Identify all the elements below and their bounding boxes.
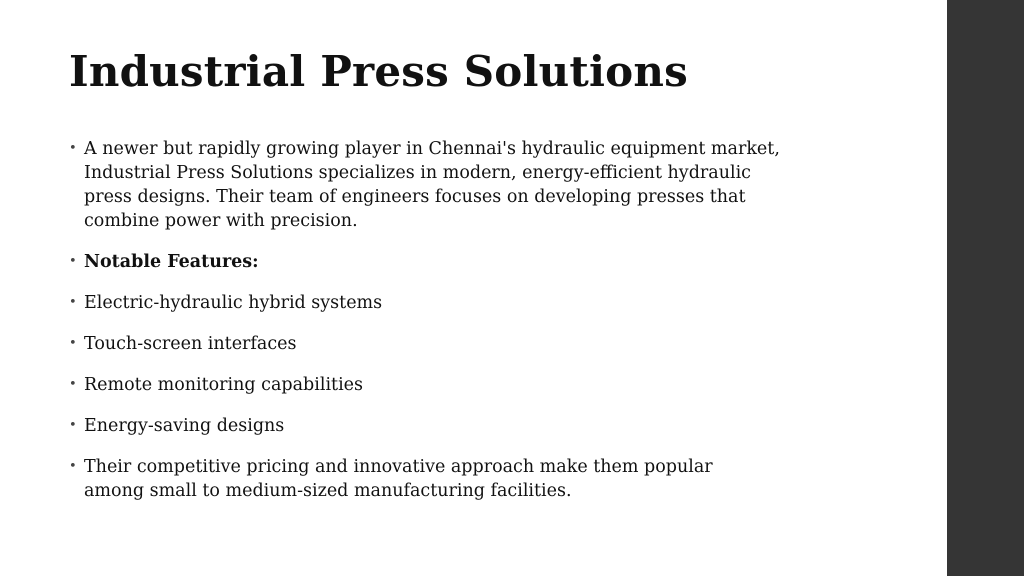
- bullet-text: Electric-hydraulic hybrid systems: [84, 293, 383, 313]
- bullet-item-pricing: [69, 455, 744, 503]
- bullet-item-remote-monitoring: [69, 373, 789, 397]
- bullet-text: Energy-saving designs: [84, 416, 285, 436]
- bullet-text-bold: Notable Features:: [84, 252, 259, 272]
- bullet-dot-icon: •: [69, 459, 77, 474]
- bullet-dot-icon: •: [69, 418, 77, 433]
- bullet-item-hybrid-systems: [69, 291, 789, 315]
- bullet-dot-icon: •: [69, 254, 77, 269]
- bullet-list: [69, 137, 789, 520]
- bullet-text: Their competitive pricing and innovative approach make them popular among small to medium-sized manufacturing facilities.: [84, 457, 713, 501]
- bullet-dot-icon: •: [69, 336, 77, 351]
- bullet-text: Remote monitoring capabilities: [84, 375, 364, 395]
- bullet-text: Touch-screen interfaces: [84, 334, 297, 354]
- bullet-item-energy-saving: [69, 414, 789, 438]
- bullet-dot-icon: •: [69, 295, 77, 310]
- bullet-item-notable-features: [69, 250, 789, 274]
- slide-title: Industrial Press Solutions: [69, 47, 688, 96]
- bullet-text: A newer but rapidly growing player in Chennai's hydraulic equipment market, Industrial Press Solutions specializes in modern, energy-efficient hydraulic press designs. Their team of engineers focuses on developing presses that combine power with precision.: [84, 139, 780, 231]
- bullet-item-intro: [69, 137, 784, 233]
- side-accent-bar: [947, 0, 1024, 576]
- bullet-item-touch-screen: [69, 332, 789, 356]
- bullet-dot-icon: •: [69, 377, 77, 392]
- bullet-dot-icon: •: [69, 141, 77, 156]
